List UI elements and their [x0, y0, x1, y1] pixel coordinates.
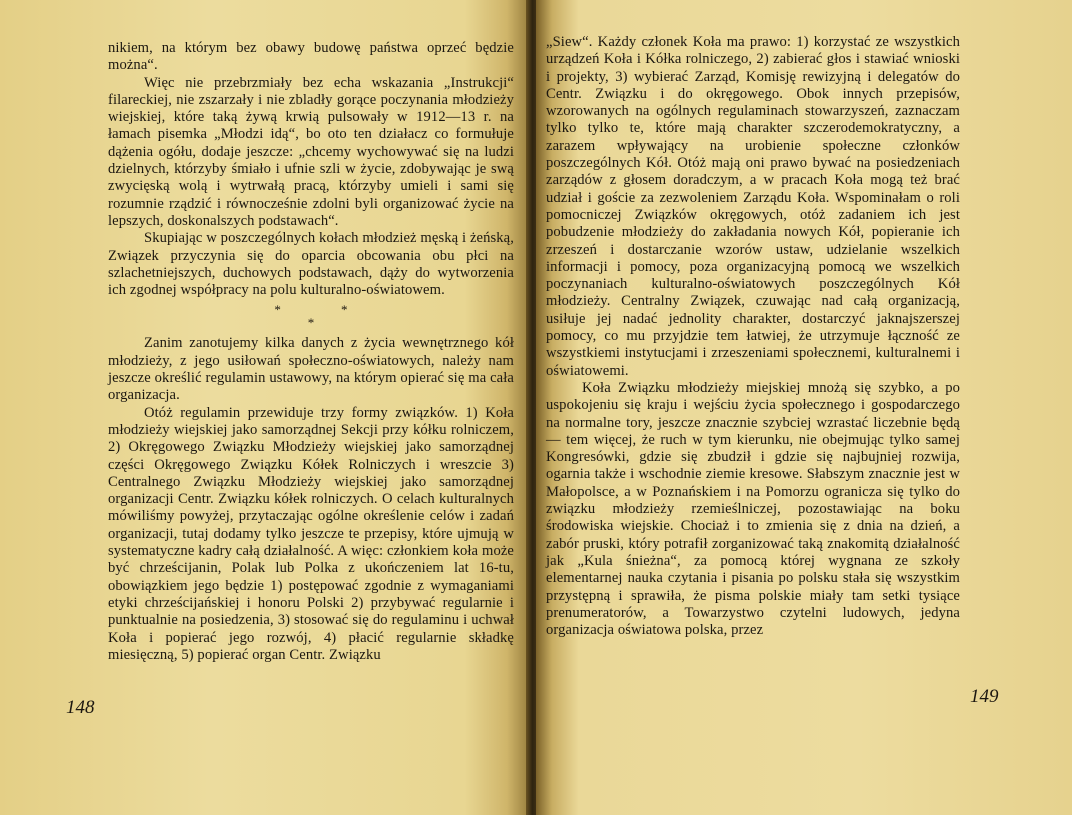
left-page-text [108, 40, 514, 664]
page-number: 149 [970, 686, 999, 707]
paragraph: Otóż regulamin przewiduje trzy formy związków. 1) Koła młodzieży wiejskiej jako samorządnej Sekcji przy kółku rolniczem, 2) Okręgowego Związku Młodzieży wiejskiej jako samorządnej części Okręgowego Związku Kółek Rolniczych i wreszcie 3) Centralnego Związku Młodzieży wiejskiej jako samorządnej organizacji Centr. Związku kółek rolniczych. O celach kulturalnych mówiliśmy powyżej, przytaczając ogólne określenie celów i zadań organizacji, tutaj dodamy tylko jeszcze te przepisy, które ujmują w systematyczne kadry całą działalność. A więc: członkiem koła może być chrześcijanin, Polak lub Polka z ukończeniem lat 16-tu, obowiązkiem jego będzie 1) postępować zgodnie z wymaganiami etyki chrześcijańskiej i honoru Polski 2) przybywać regularnie i punktualnie na posiedzenia, 3) stosować się do regulaminu i uchwał Koła i popierać jego rozwój, 4) płacić regularnie składkę miesięczną, 5) popierać organ Centr. Związku [108, 404, 514, 663]
asterisk: * [341, 302, 348, 318]
paragraph: Koła Związku młodzieży miejskiej mnożą się szybko, a po uspokojeniu się kraju i wejściu życia społecznego i gospodarczego na normalne tory, jeszcze znacznie szybciej wzrastać liczebnie będą — tem więcej, że ruch w tym kierunku, nie obejmując tylko samej Kongresówki, gdzie się zbudził i gdzie się najbujniej rozwija, ogarnia także i wschodnie ziemie kresowe. Słabszym znacznie jest w Małopolsce, a w Poznańskiem i na Pomorzu ogranicza się tylko do związku młodzieży rzemieślniczej, pozostawiając na boku środowiska wiejskie. Chociaż i to zmienia się z dnia na dzień, a zabór pruski, który potrafił zorganizować taką znakomitą działalność jak „Kula śnieżna“, za pomocą której wygnana ze szkoły elementarnej nauka czytania i pisania po polsku stała się wszystkim przystępną i sprawiła, że pisma polskie miały tam setki tysiące prenumeratorów, a Towarzystwo czytelni ludowych, jedyna organizacja oświatowa polska, przez [546, 379, 960, 639]
asterisk: * [307, 315, 315, 331]
page-number: 148 [66, 697, 95, 718]
paragraph: Zanim zanotujemy kilka danych z życia wewnętrznego kół młodzieży, z jego usiłowań społeczno-oświatowych, należy nam jeszcze określić regulamin ustawowy, na którym opierać się ma cała organizacja. [108, 335, 514, 404]
right-page-text [546, 34, 960, 639]
paragraph: „Siew“. Każdy członek Koła ma prawo: 1) korzystać ze wszystkich urządzeń Koła i Kółka rolniczego, 2) zabierać głos i stawiać wnioski i projekty, 3) wybierać Zarząd, Komisję rewizyjną i delegatów do Centr. Związku i do okręgowego. Obok innych przepisów, wzorowanych na ogólnych regulaminach stowarzyszeń, zaznaczam tylko tylko te, które mają charakter szczerodemokratyczny, a zarazem wpływający na urobienie społeczne członków poszczególnych Kół. Otóż mają oni prawo bywać na posiedzeniach zarządów z głosem doradczym, a w pracach Koła mogą też brać udział i goście za zezwoleniem Zarządu Koła. Wspominałam o roli pomocniczej Związków okręgowych, otóż zadaniem ich jest pobudzenie młodzieży do zakładania nowych Kół, popieranie ich zrzeszeń i dostarczanie wzorów ustaw, udzielanie wszelkich informacji i pomocy, poza organizacyjną pomocą we wszelkich poczynaniach kulturalno-oświatowych poszczególnych Kół młodzieży. Centralny Związek, czuwając nad całą organizacją, usiłuje jej nadać jednolity charakter, dostarczyć jaknajszerszej pomocy, co mu przyjdzie tem łatwiej, że utrzymuje łączność ze wszystkiemi instytucjami i zrzeszeniami społecznemi, kulturalnemi i oświatowemi. [546, 34, 960, 379]
section-separator [108, 303, 514, 329]
left-page [0, 0, 528, 815]
paragraph: Skupiając w poszczególnych kołach młodzież męską i żeńską, Związek przyczynia się do oparcia obcowania obu płci na szlachetniejszych, duchowych podstawach, dąży do wytworzenia ich zgodnej współpracy na polu kulturalno-oświatowem. [108, 230, 514, 299]
paragraph: nikiem, na którym bez obawy budowę państwa oprzeć będzie można“. [108, 40, 514, 74]
asterisk: * [274, 302, 281, 318]
paragraph: Więc nie przebrzmiały bez echa wskazania „Instrukcji“ filareckiej, nie zszarzały i nie zbladły gorące poczynania młodzieży wiejskiej, które taką żywą krwią pulsowały w 1912—13 r. na łamach pisemka „Młodzi idą“, bo oto ten działacz co formułuje dążenia ogółu, dodaje jeszcze: „chcemy wychowywać się na ludzi dzielnych, którzyby śmiało i ufnie szli w życie, zdobywając je swą zwycięską wolą i wytrwałą pracą, którzyby umieli i sami się rozumnie rządzić i równocześnie zdolni byli organizować życie na lepszych, doskonalszych podstawach“. [108, 74, 514, 229]
